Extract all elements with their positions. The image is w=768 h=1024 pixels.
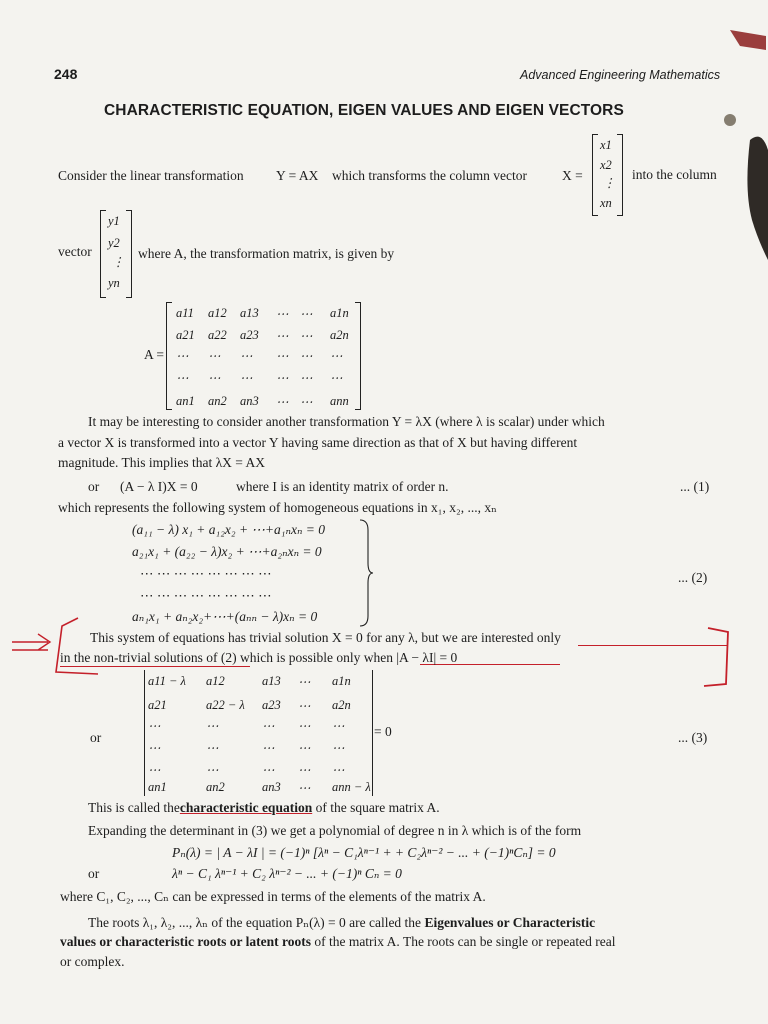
intro-text-1c: into the column	[632, 167, 717, 182]
determinant-cell: an1	[148, 780, 167, 794]
vector-x-right-bracket	[617, 134, 623, 216]
matrix-a-left-bracket	[166, 302, 172, 410]
eigenvalues-term: Eigenvalues or Characteristic	[424, 915, 596, 930]
matrix-a-cell: a13	[240, 306, 259, 320]
determinant-equals: = 0	[374, 724, 392, 739]
matrix-a-cell: ⋯	[208, 349, 221, 363]
matrix-a-cell: a2n	[330, 328, 349, 342]
determinant-cell: ⋯	[148, 763, 161, 777]
matrix-a-cell: ⋯	[276, 329, 289, 343]
system-eq5: aₙ₁x₁ + aₙ₂x₂+⋯+(aₙₙ − λ)xₙ = 0	[132, 609, 318, 624]
determinant-cell: a1n	[332, 674, 351, 688]
determinant-cell: ann − λ	[332, 780, 371, 794]
matrix-a-cell: ⋯	[276, 395, 289, 409]
determinant-cell: ⋯	[298, 699, 311, 713]
matrix-a-cell: a11	[176, 306, 194, 320]
matrix-a-right-bracket	[355, 302, 361, 410]
determinant-left-bar	[144, 670, 145, 796]
para3-line5	[60, 934, 615, 950]
matrix-a-cell: ⋯	[300, 395, 313, 409]
vector-x-entry: xn	[600, 196, 612, 210]
para3-line1c: of the square matrix A.	[315, 800, 440, 815]
intro-eq-yax: Y = AX	[276, 168, 319, 183]
vector-y-right-bracket	[126, 210, 132, 298]
determinant-cell: a23	[262, 698, 281, 712]
matrix-a-cell: ⋯	[176, 349, 189, 363]
vector-x-entry: x1	[600, 138, 612, 152]
system-eq3: ⋯ ⋯ ⋯ ⋯ ⋯ ⋯ ⋯ ⋯	[140, 566, 272, 581]
matrix-a-cell: an1	[176, 394, 195, 408]
vector-y-entry: y1	[108, 214, 120, 228]
system-eq2: a₂₁x₁ + (a₂₂ − λ)x₂ + ⋯+a₂ₙxₙ = 0	[132, 544, 322, 559]
matrix-a-cell: a22	[208, 328, 227, 342]
matrix-a-cell: ⋯	[276, 349, 289, 363]
vector-y-entry: y2	[108, 236, 120, 250]
determinant-cell: a2n	[332, 698, 351, 712]
section-heading: CHARACTERISTIC EQUATION, EIGEN VALUES AND EIGEN VECTORS	[104, 102, 624, 119]
matrix-a-cell: ⋯	[300, 349, 313, 363]
para2-line2: in the non-trivial solutions of (2) which is possible only when |A − λI| = 0	[60, 650, 458, 665]
para1-line4: which represents the following system of homogeneous equations in x₁, x₂, ..., xₙ	[58, 500, 497, 515]
matrix-a-cell: ⋯	[176, 371, 189, 385]
matrix-a-cell: ⋯	[300, 307, 313, 321]
determinant-cell: ⋯	[262, 763, 275, 777]
para3-line5b: of the matrix A. The roots can be single or repeated real	[314, 934, 616, 949]
para1-line2: a vector X is transformed into a vector Y having same direction as that of X but having different	[58, 435, 578, 450]
matrix-a-cell: ⋯	[330, 349, 343, 363]
intro-text-2a: vector	[58, 244, 92, 259]
para2-line1: This system of equations has trivial solution X = 0 for any λ, but we are interested only	[90, 630, 561, 645]
para3-line2: Expanding the determinant in (3) we get a polynomial of degree n in λ which is of the form	[88, 823, 582, 838]
matrix-a-cell: ann	[330, 394, 349, 408]
matrix-a-cell: a1n	[330, 306, 349, 320]
determinant-cell: an3	[262, 780, 281, 794]
page-stain-decoration	[700, 20, 768, 260]
eq3-number: ... (3)	[678, 730, 708, 745]
determinant-cell: ⋯	[332, 719, 345, 733]
determinant-cell: ⋯	[298, 781, 311, 795]
system-eq4: ⋯ ⋯ ⋯ ⋯ ⋯ ⋯ ⋯ ⋯	[140, 588, 272, 603]
para3-line3: where C₁, C₂, ..., Cₙ can be expressed in terms of the elements of the matrix A.	[60, 889, 486, 904]
intro-text-1b: which transforms the column vector	[332, 168, 527, 183]
para3-line1	[88, 800, 440, 816]
intro-x-label: X =	[562, 168, 583, 183]
page-number: 248	[54, 66, 78, 82]
eq2-number: ... (2)	[678, 570, 708, 585]
characteristic-equation-term: characteristic equation	[179, 800, 313, 815]
eq1-or: or	[88, 479, 100, 494]
matrix-a-cell: ⋯	[208, 371, 221, 385]
underline-nontrivial	[60, 666, 250, 667]
para1-line1: It may be interesting to consider another transformation Y = λX (where λ is scalar) under which	[88, 414, 605, 429]
matrix-a-cell: an2	[208, 394, 227, 408]
determinant-cell: ⋯	[262, 719, 275, 733]
determinant-cell: a12	[206, 674, 225, 688]
red-right-bracket-annotation	[692, 624, 742, 694]
matrix-a-cell: ⋯	[300, 371, 313, 385]
matrix-a-cell: ⋯	[276, 307, 289, 321]
determinant-cell: ⋯	[206, 719, 219, 733]
polynomial-or: or	[88, 866, 100, 881]
determinant-cell: ⋯	[206, 741, 219, 755]
vector-x-entry: ⋮	[603, 176, 616, 190]
determinant-cell: ⋯	[298, 675, 311, 689]
vector-x-entry: x2	[600, 158, 612, 172]
eq1-where: where I is an identity matrix of order n.	[236, 479, 449, 494]
determinant-cell: ⋯	[148, 719, 161, 733]
determinant-cell: ⋯	[298, 763, 311, 777]
polynomial-eq2: λⁿ − C₁ λⁿ⁻¹ + C₂ λⁿ⁻² − ... + (−1)ⁿ Cₙ = 0	[172, 866, 402, 881]
matrix-a-cell: a12	[208, 306, 227, 320]
vector-y-entry: yn	[108, 276, 120, 290]
para3-line4	[88, 915, 595, 931]
system-brace	[358, 518, 374, 628]
system-eq1: (a₁₁ − λ) x₁ + a₁₂x₂ + ⋯+a₁ₙxₙ = 0	[132, 522, 326, 537]
determinant-cell: ⋯	[262, 741, 275, 755]
matrix-a-label: A =	[144, 347, 164, 362]
determinant-cell: ⋯	[206, 763, 219, 777]
polynomial-eq1: Pₙ(λ) = | A − λI | = (−1)ⁿ [λⁿ − C₁λⁿ⁻¹ + + C₂λⁿ⁻² − ... + (−1)ⁿCₙ] = 0	[172, 845, 556, 860]
matrix-a-cell: ⋯	[300, 329, 313, 343]
determinant-cell: a11 − λ	[148, 674, 186, 688]
matrix-a-cell: a23	[240, 328, 259, 342]
underline-interested-only	[578, 645, 728, 646]
eq1: (A − λ I)X = 0	[120, 479, 198, 494]
para3-line4a: The roots λ₁, λ₂, ..., λₙ of the equation Pₙ(λ) = 0 are called the	[88, 915, 422, 930]
determinant-or: or	[90, 730, 102, 745]
para3-line1a: This is called the	[88, 800, 180, 815]
vector-y-entry: ⋮	[112, 255, 125, 269]
determinant-cell: a13	[262, 674, 281, 688]
determinant-cell: ⋯	[332, 763, 345, 777]
matrix-a-cell: a21	[176, 328, 195, 342]
book-title: Advanced Engineering Mathematics	[520, 68, 721, 82]
vector-x-left-bracket	[592, 134, 598, 216]
intro-text-2b: where A, the transformation matrix, is given by	[138, 246, 395, 261]
para1-line3: magnitude. This implies that λX = AX	[58, 455, 266, 470]
matrix-a-cell: ⋯	[240, 371, 253, 385]
red-arrow-bracket-annotation	[8, 612, 108, 682]
matrix-a-cell: ⋯	[330, 371, 343, 385]
determinant-cell: an2	[206, 780, 225, 794]
intro-text-1a: Consider the linear transformation	[58, 168, 244, 183]
determinant-cell: ⋯	[298, 741, 311, 755]
matrix-a-cell: ⋯	[276, 371, 289, 385]
matrix-a-cell: an3	[240, 394, 259, 408]
determinant-cell: a21	[148, 698, 167, 712]
determinant-right-bar	[372, 670, 373, 796]
determinant-cell: ⋯	[148, 741, 161, 755]
eq1-number: ... (1)	[680, 479, 710, 494]
determinant-cell: ⋯	[298, 719, 311, 733]
vector-y-left-bracket	[100, 210, 106, 298]
determinant-cell: a22 − λ	[206, 698, 245, 712]
determinant-cell: ⋯	[332, 741, 345, 755]
para3-line6: or complex.	[60, 954, 125, 969]
latent-roots-term: values or characteristic roots or latent roots	[60, 934, 311, 949]
matrix-a-cell: ⋯	[240, 349, 253, 363]
